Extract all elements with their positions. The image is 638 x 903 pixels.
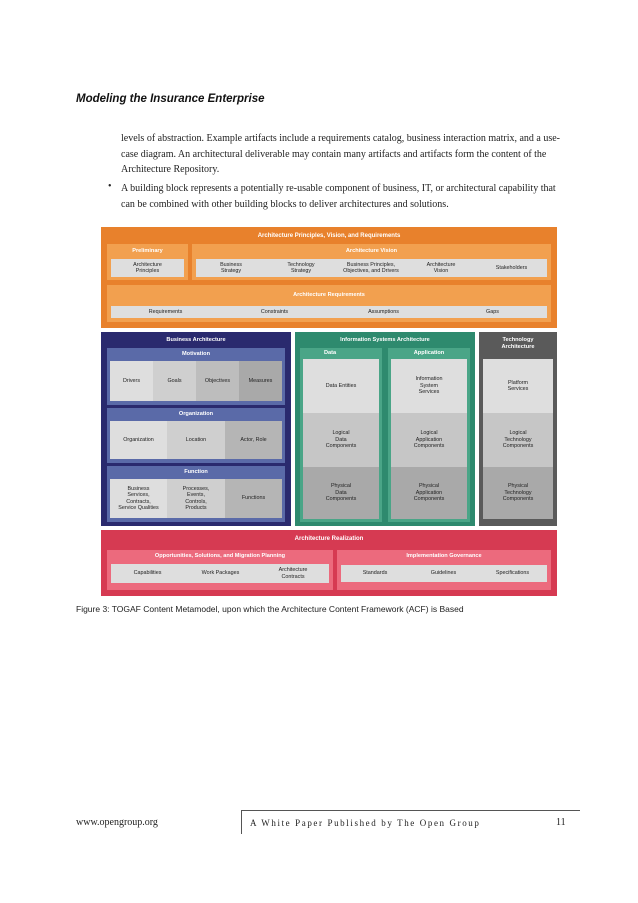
footer-publisher: A White Paper Published by The Open Group (250, 818, 481, 828)
vision-title: Architecture Vision (345, 248, 398, 254)
logical-technology-components-cell: Logical Technology Components (483, 413, 553, 467)
business-services-cell: Business Services, Contracts, Service Qualities (110, 479, 167, 518)
architecture-principles-cell: Architecture Principles (111, 259, 184, 277)
standards-cell: Standards (362, 570, 388, 577)
technology-architecture-title: Technology Architecture (501, 337, 535, 350)
processes-cell: Processes, Events, Controls, Products (167, 479, 225, 518)
motivation-title: Motivation (182, 351, 210, 357)
assumptions-cell: Assumptions (368, 308, 399, 315)
objectives-cell: Objectives (196, 361, 239, 401)
physical-technology-components-cell: Physical Technology Components (483, 467, 553, 519)
platform-services-cell: Platform Services (483, 359, 553, 413)
drivers-cell: Drivers (110, 361, 153, 401)
requirements-cell: Requirements (148, 308, 183, 315)
preliminary-title: Preliminary (132, 248, 163, 254)
stakeholders-cell: Stakeholders (495, 264, 528, 271)
realization-title: Architecture Realization (294, 536, 364, 542)
constraints-cell: Constraints (260, 308, 289, 315)
footer-url[interactable]: www.opengroup.org (76, 817, 158, 828)
footer-divider-vertical (241, 810, 242, 834)
functions-cell: Functions (225, 479, 282, 518)
goals-cell: Goals (153, 361, 196, 401)
governance-title: Implementation Governance (406, 553, 482, 559)
opportunities-title: Opportunities, Solutions, and Migration Planning (154, 553, 286, 559)
page-number: 11 (556, 817, 566, 828)
architecture-vision-cell: Architecture Vision (426, 261, 456, 274)
specifications-cell: Specifications (495, 570, 530, 577)
figure-caption: Figure 3: TOGAF Content Metamodel, upon which the Architecture Content Framework (ACF) is Based (76, 604, 464, 614)
business-architecture-title: Business Architecture (166, 337, 226, 343)
actor-role-cell: Actor, Role (225, 421, 282, 459)
application-title: Application (413, 350, 445, 356)
business-principles-cell: Business Principles, Objectives, and Drivers (343, 261, 399, 274)
data-title: Data (323, 350, 337, 356)
footer-divider-horizontal (241, 810, 580, 811)
guidelines-cell: Guidelines (430, 570, 457, 577)
technology-strategy-cell: Technology Strategy (287, 261, 315, 274)
gaps-cell: Gaps (486, 308, 499, 315)
organization-title: Organization (178, 411, 214, 417)
capabilities-cell: Capabilities (133, 570, 162, 577)
running-head: Modeling the Insurance Enterprise (76, 93, 265, 105)
physical-application-components-cell: Physical Application Components (391, 467, 467, 519)
bullet-marker: • (108, 181, 112, 192)
bullet-paragraph: A building block represents a potentially re-usable component of business, IT, or architectural capability that can be combined with other building blocks to deliver architectures and solutions. (121, 183, 556, 210)
organization-cell: Organization (110, 421, 167, 459)
logical-data-components-cell: Logical Data Components (303, 413, 379, 467)
measures-cell: Measures (239, 361, 282, 401)
requirements-title: Architecture Requirements (293, 292, 365, 298)
architecture-contracts-cell: Architecture Contracts (278, 567, 308, 580)
is-architecture-title: Information Systems Architecture (340, 337, 430, 343)
work-packages-cell: Work Packages (201, 570, 240, 577)
body-paragraph: levels of abstraction. Example artifacts include a requirements catalog, business interaction matrix, and a use-case diagram. An architectural deliverable may contain many artifacts and artifacts form the content of the Architecture Repository. (121, 133, 561, 175)
physical-data-components-cell: Physical Data Components (303, 467, 379, 519)
location-cell: Location (167, 421, 225, 459)
principles-title: Architecture Principles, Vision, and Requirements (257, 233, 401, 239)
information-system-services-cell: Information System Services (391, 359, 467, 413)
business-strategy-cell: Business Strategy (220, 261, 242, 274)
data-entities-cell: Data Entities (303, 359, 379, 413)
function-title: Function (184, 469, 208, 475)
togaf-metamodel-figure (101, 227, 557, 596)
logical-application-components-cell: Logical Application Components (391, 413, 467, 467)
